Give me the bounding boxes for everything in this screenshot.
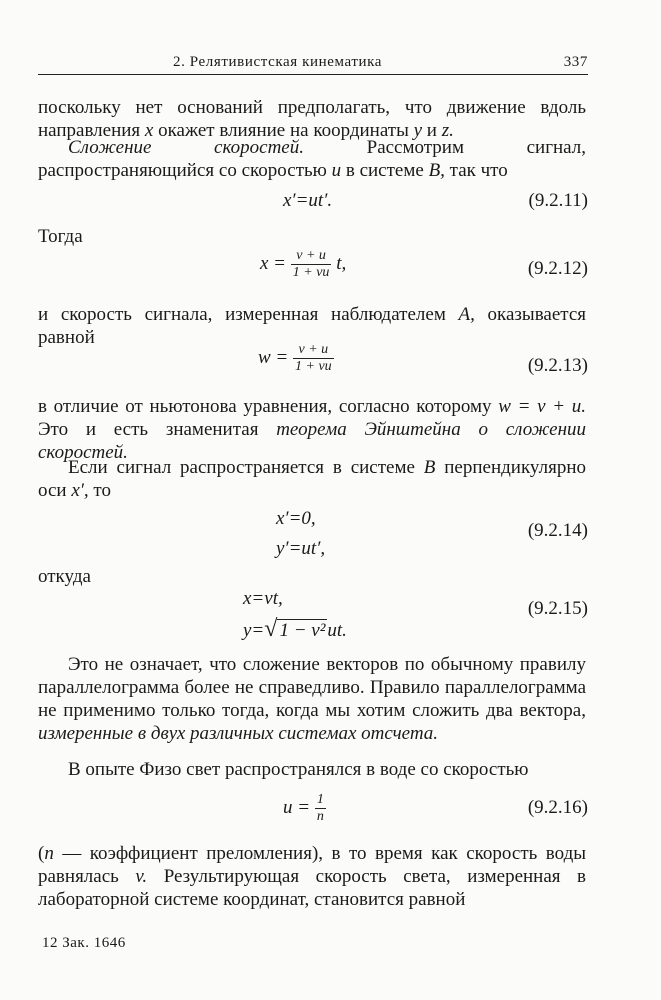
paragraph-einstein-theorem: в отличие от ньютонова уравнения, согласно которому w = v + u. Это и есть знаменитая теорема Эйнштейна о сложении скоростей.	[38, 396, 587, 463]
paragraph-fizeau: В опыте Физо свет распространялся в воде со скоростью	[68, 759, 529, 780]
equation-number: (9.2.11)	[528, 190, 588, 211]
equation-number: (9.2.12)	[527, 258, 588, 279]
paragraph-signal-speed: и скорость сигнала, измеренная наблюдателем A, оказывается равной	[38, 304, 586, 348]
equation-number: (9.2.16)	[527, 797, 588, 818]
equation-9-2-16: u = $\frac{1}{n}$	[283, 792, 324, 824]
equation-9-2-14-line2: y′=ut′,	[276, 538, 326, 559]
paragraph-then: Тогда	[38, 226, 83, 247]
equation-9-2-14-line1: x′=0,	[276, 508, 316, 529]
paragraph-parallelogram: Это не означает, что сложение векторов по обычному правилу параллелограмма более не справедливо. Правило параллелограмма не применимо только тогда, когда мы хотим сложить два вектора, измеренные в двух различных системах отсчета.	[38, 654, 586, 744]
paragraph-perpendicular: Если сигнал распространяется в системе B перпендикулярно оси x′, то	[38, 457, 586, 501]
book-page	[38, 0, 588, 1000]
running-header	[38, 52, 588, 74]
paragraph-1: поскольку нет оснований предполагать, что движение вдоль направления x окажет влияние на координаты y и z.	[38, 97, 586, 141]
section-heading: Сложение скоростей.	[68, 137, 304, 158]
equation-number: (9.2.14)	[527, 520, 588, 541]
equation-number: (9.2.15)	[527, 598, 588, 619]
paragraph-refraction: (n — коэффициент преломления), в то время как скорость воды равнялась v. Результирующая скорость света, измеренная в лабораторной системе координат, становится равной	[38, 843, 587, 910]
equation-number: (9.2.13)	[527, 355, 588, 376]
header-rule	[38, 74, 588, 75]
printer-signature: 12 Зак. 1646	[42, 935, 126, 951]
equation-9-2-13: w = $\frac{v + u}{1 + vu}$	[258, 342, 332, 374]
fraction: $\frac{v + u}{1 + vu}$	[295, 342, 332, 374]
paragraph-whence: откуда	[38, 566, 91, 587]
fraction: $\frac{1}{n}$	[316, 792, 324, 824]
fraction: $\frac{v + u}{1 + vu}$	[292, 248, 330, 280]
equation-9-2-15-line1: x=vt,	[243, 588, 283, 609]
equation-9-2-15-line2: y=√ 1 − v²ut.	[243, 616, 347, 642]
square-root: √ 1 − v²	[264, 616, 326, 642]
page-number: 337	[563, 54, 588, 70]
equation-9-2-12: x = $\frac{v + u}{1 + vu}$ t,	[260, 248, 347, 280]
equation-9-2-11: x′=ut′.	[283, 190, 333, 211]
paragraph-velocity-addition: Сложение скоростей. Рассмотрим сигнал, распространяющийся со скоростью u в системе B, так что	[38, 137, 587, 181]
running-title: 2. Релятивистская кинематика	[173, 54, 383, 70]
